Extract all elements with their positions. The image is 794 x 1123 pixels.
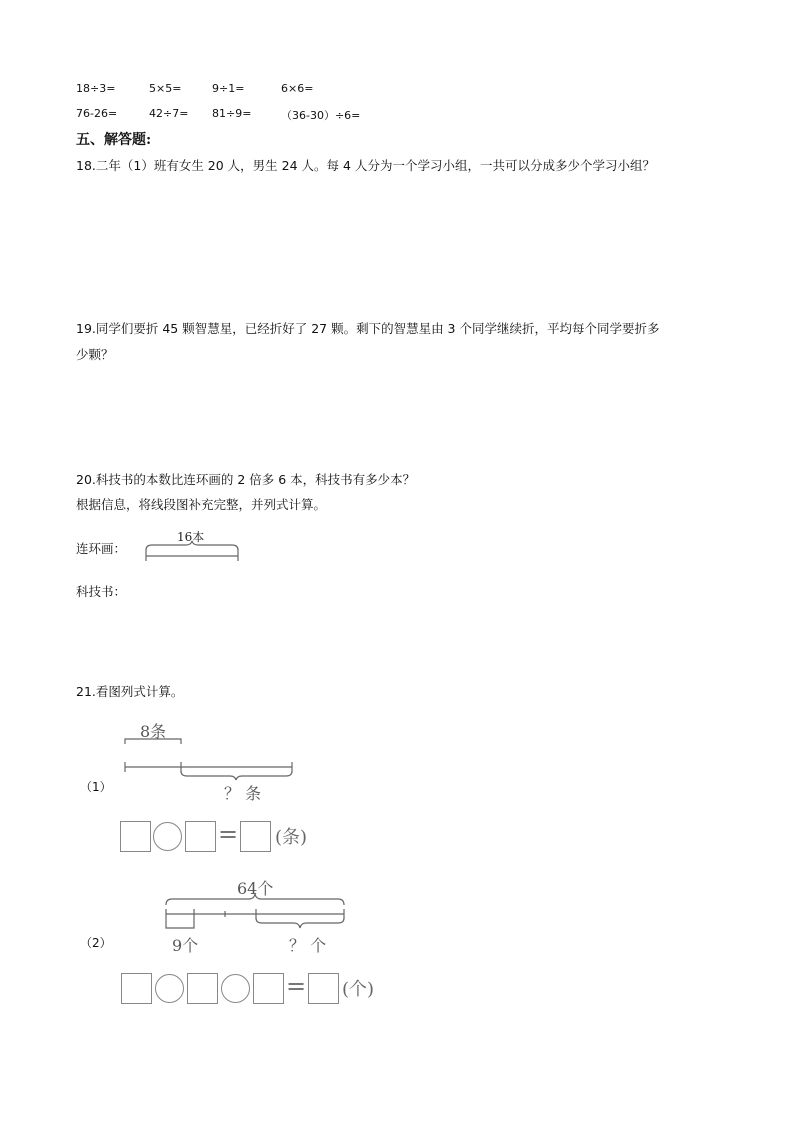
question-19-line-2: 少颗？ [76, 347, 114, 362]
section-title: 五、解答题: [76, 132, 152, 148]
diagram-1-unit: (条) [275, 827, 308, 848]
question-21: 21.看图列式计算。 [76, 684, 184, 699]
question-19-line-1: 19.同学们要折 45 颗智慧星，已经折好了 27 颗。剩下的智慧星由 3 个同学继续折，平均每个同学要折多 [76, 321, 660, 336]
diagram-2-index: （2） [80, 936, 112, 950]
diagram-2-right-label: ？ 个 [289, 936, 327, 955]
diagram-1-bottom-label: ？ 条 [224, 784, 262, 803]
answer-box[interactable] [308, 973, 339, 1004]
answer-box[interactable] [121, 973, 152, 1004]
diagram-2-unit: (个) [342, 979, 375, 1000]
calc-item: 9÷1= [212, 82, 245, 95]
operator-circle[interactable] [221, 974, 250, 1003]
calc-item: 5×5= [149, 82, 182, 95]
comic-label: 连环画： [76, 541, 127, 556]
diagram-2-top-label: 64个 [237, 879, 274, 898]
answer-box[interactable] [253, 973, 284, 1004]
science-label: 科技书： [76, 584, 127, 599]
calc-item: （36-30）÷6= [281, 109, 361, 122]
equals-sign: = [286, 972, 307, 1000]
diagram-1-top-label: 8条 [140, 722, 167, 741]
calc-item: 42÷7= [149, 107, 189, 120]
calc-item: 76-26= [76, 107, 118, 120]
question-18: 18.二年（1）班有女生 20 人，男生 24 人。每 4 人分为一个学习小组，一共可以分成多少个学习小组？ [76, 158, 655, 173]
calc-item: 6×6= [281, 82, 314, 95]
segment-label-16: 16本 [177, 530, 205, 544]
diagram-2-left-label: 9个 [172, 936, 199, 955]
question-20-line-2: 根据信息，将线段图补充完整，并列式计算。 [76, 497, 327, 512]
equals-sign: = [218, 820, 239, 848]
calc-item: 81÷9= [212, 107, 252, 120]
operator-circle[interactable] [155, 974, 184, 1003]
answer-box[interactable] [187, 973, 218, 1004]
calc-item: 18÷3= [76, 82, 116, 95]
question-20-line-1: 20.科技书的本数比连环画的 2 倍多 6 本，科技书有多少本？ [76, 472, 416, 487]
diagram-1-index: （1） [80, 780, 112, 794]
